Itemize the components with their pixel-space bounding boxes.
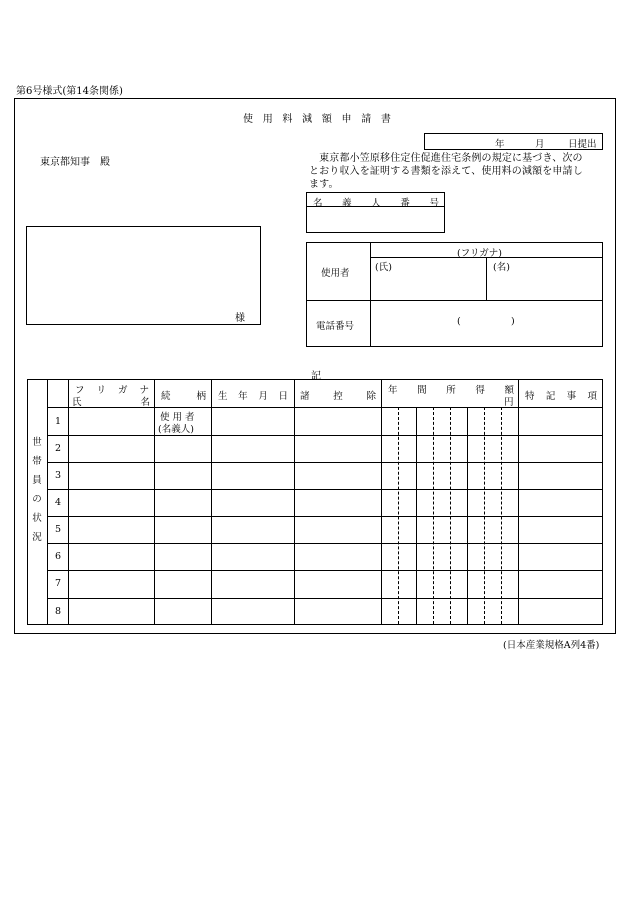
- form-number: 第6号様式(第14条関係): [16, 86, 123, 97]
- row-number: 8: [55, 606, 62, 617]
- row-number: 7: [55, 578, 62, 589]
- paper-size-note: (日本産業規格A列4番): [503, 640, 600, 651]
- addressee: 東京都知事 殿: [40, 157, 110, 168]
- phone-paren-close[interactable]: ): [511, 316, 515, 327]
- row-number: 5: [55, 524, 62, 535]
- recipient-suffix: 様: [235, 313, 245, 324]
- row-number: 1: [55, 416, 62, 427]
- form-title: 使 用 料 減 額 申 請 書: [243, 114, 391, 125]
- row-number: 3: [55, 470, 62, 481]
- ki-label: 記: [311, 371, 321, 382]
- row-number: 4: [55, 497, 62, 508]
- applicant-box: [306, 242, 603, 347]
- row1-relation-line2: (名義人): [158, 424, 194, 435]
- recipient-address-box[interactable]: [26, 226, 261, 325]
- day-submit-label: 日提出: [568, 139, 597, 150]
- given-name-field[interactable]: (名): [493, 262, 510, 273]
- income-header: 年 間 所 得 額: [388, 385, 514, 396]
- row-number: 6: [55, 551, 62, 562]
- statement: 東京都小笠原移住定住促進住宅条例の規定に基づき、次の とおり収入を証明する書類を添えて、使用料の減額を申請し ます。: [309, 153, 583, 190]
- furigana-header: フ リ ガ ナ: [75, 385, 149, 396]
- row1-relation-line1: 使 用 者: [160, 412, 195, 423]
- holder-number-field[interactable]: [306, 192, 445, 233]
- surname-field[interactable]: (氏): [375, 262, 392, 273]
- notes-header: 特 記 事 項: [525, 391, 597, 402]
- furigana-label: (フリガナ): [457, 248, 502, 259]
- name-header: 氏 名: [72, 397, 150, 408]
- household-table: [27, 379, 603, 625]
- holder-number-label: 名 義 人 番 号: [313, 198, 439, 209]
- phone-paren-open[interactable]: (: [457, 316, 461, 327]
- household-status-label: 世 帯 員 の 状 況: [32, 437, 42, 543]
- year-label: 年: [495, 139, 505, 150]
- deduction-header: 諸 控 除: [300, 391, 376, 402]
- relation-header: 続 柄: [161, 391, 206, 402]
- month-label: 月: [535, 139, 545, 150]
- user-label: 使用者: [321, 268, 350, 279]
- income-unit: 円: [504, 397, 514, 408]
- submission-date-field[interactable]: [424, 133, 603, 150]
- phone-label: 電話番号: [316, 321, 355, 332]
- birthdate-header: 生 年 月 日: [218, 391, 288, 402]
- row-number: 2: [55, 443, 62, 454]
